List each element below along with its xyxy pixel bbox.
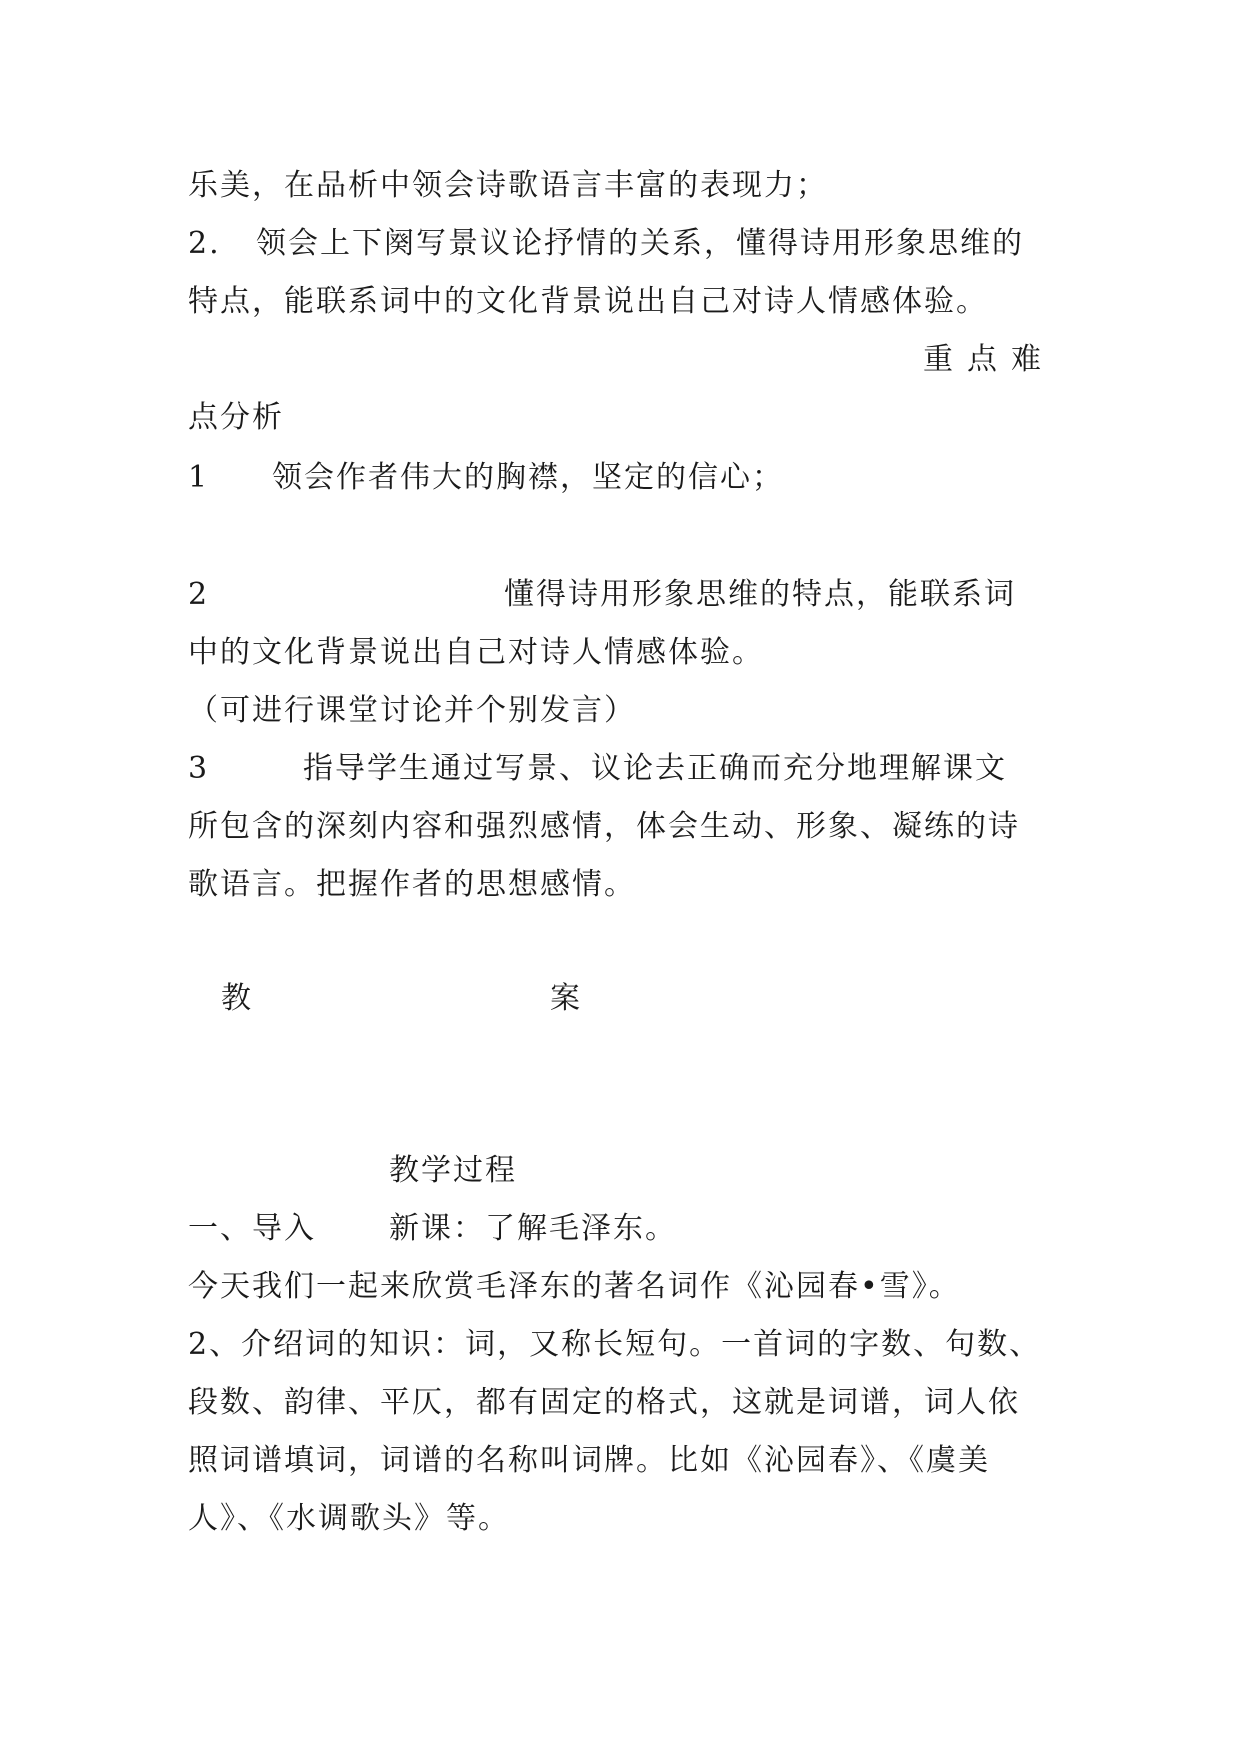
text-line: 2、介绍词的知识：词，又称长短句。一首词的字数、句数、 xyxy=(188,1327,1042,1362)
text-line: （可进行课堂讨论并个别发言） xyxy=(188,693,636,728)
text-line: 新课：了解毛泽东。 xyxy=(389,1211,677,1246)
text-line: 一、导入 xyxy=(188,1211,316,1246)
text-line: 今天我们一起来欣赏毛泽东的著名词作《沁园春•雪》。 xyxy=(188,1269,961,1304)
list-number: 3 xyxy=(188,751,210,786)
heading-fragment: 点分析 xyxy=(188,400,284,435)
text-line: 段数、韵律、平仄，都有固定的格式，这就是词谱，词人依 xyxy=(188,1385,1020,1420)
text-line: 领会上下阕写景议论抒情的关系，懂得诗用形象思维的 xyxy=(256,226,1024,261)
text-line: 人》、《水调歌头》等。 xyxy=(188,1501,510,1536)
text-line: 特点，能联系词中的文化背景说出自己对诗人情感体验。 xyxy=(188,284,988,319)
text-line: 所包含的深刻内容和强烈感情，体会生动、形象、凝练的诗 xyxy=(188,809,1020,844)
text-line: 歌语言。把握作者的思想感情。 xyxy=(188,867,636,902)
list-number: 1 xyxy=(188,460,210,495)
heading-fragment: 重点难 xyxy=(923,342,1055,377)
text-line: 中的文化背景说出自己对诗人情感体验。 xyxy=(188,635,764,670)
section-title-part: 案 xyxy=(550,981,582,1016)
text-line: 懂得诗用形象思维的特点，能联系词 xyxy=(504,577,1016,612)
section-title-part: 教 xyxy=(221,981,253,1016)
text-line: 指导学生通过写景、议论去正确而充分地理解课文 xyxy=(303,751,1007,786)
list-number: 2 xyxy=(188,577,210,612)
text-line: 照词谱填词，词谱的名称叫词牌。比如《沁园春》、《虞美 xyxy=(188,1443,990,1478)
list-number: 2. xyxy=(188,226,221,261)
text-line: 领会作者伟大的胸襟，坚定的信心； xyxy=(272,460,784,495)
section-heading: 教学过程 xyxy=(389,1153,517,1188)
text-line: 乐美，在品析中领会诗歌语言丰富的表现力； xyxy=(188,168,828,203)
